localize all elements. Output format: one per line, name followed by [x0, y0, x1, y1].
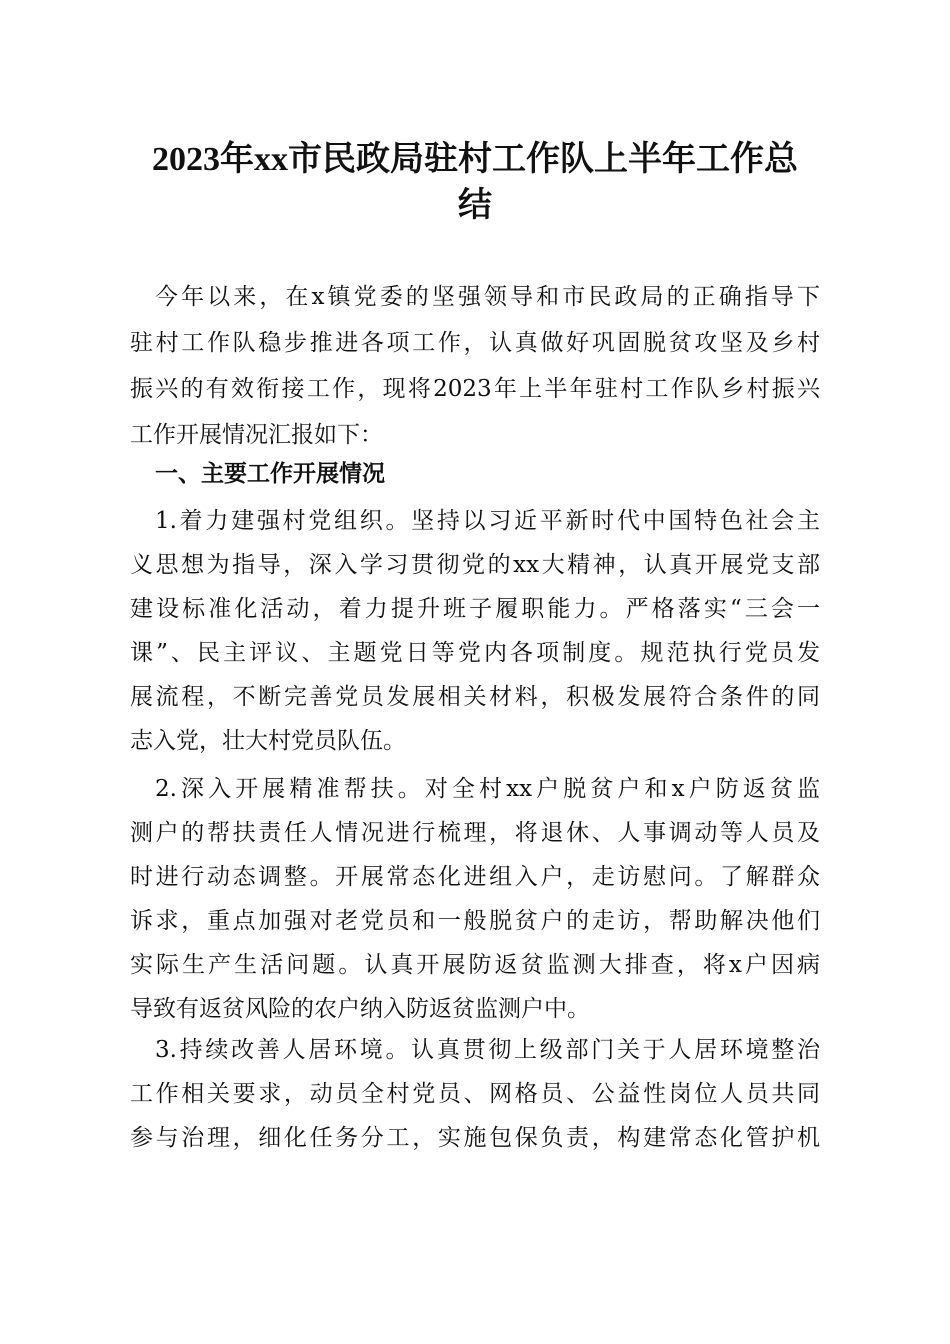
text-line: 今年以来，在x镇党委的坚强领导和市民政局的正确指导下 — [155, 284, 820, 310]
title-line: 2023年xx市民政局驻村工作队上半年工作总 — [152, 141, 798, 178]
text-line: 驻村工作队稳步推进各项工作，认真做好巩固脱贫攻坚及乡村 — [130, 330, 820, 356]
text-line: 工作开展情况汇报如下： — [130, 422, 383, 448]
text-line: 导致有返贫风险的农户纳入防返贫监测户中。 — [130, 996, 590, 1022]
text-line: 展流程，不断完善党员发展相关材料，积极发展符合条件的同 — [130, 684, 820, 710]
text-line: 1.着力建强村党组织。坚持以习近平新时代中国特色社会主 — [155, 508, 820, 534]
text-line: 振兴的有效衔接工作，现将2023年上半年驻村工作队乡村振兴 — [130, 376, 820, 402]
text-line: 时进行动态调整。开展常态化进组入户，走访慰问。了解群众 — [130, 864, 820, 890]
text-line: 诉求，重点加强对老党员和一般脱贫户的走访，帮助解决他们 — [130, 908, 820, 934]
text-line: 3.持续改善人居环境。认真贯彻上级部门关于人居环境整治 — [155, 1037, 820, 1063]
text-line: 义思想为指导，深入学习贯彻党的xx大精神，认真开展党支部 — [130, 552, 820, 578]
text-line: 工作相关要求，动员全村党员、网格员、公益性岗位人员共同 — [130, 1081, 820, 1107]
text-line: 测户的帮扶责任人情况进行梳理，将退休、人事调动等人员及 — [130, 820, 820, 846]
text-line: 课”、民主评议、主题党日等党内各项制度。规范执行党员发 — [130, 640, 820, 666]
title-line: 结 — [458, 187, 492, 224]
text-line: 实际生产生活问题。认真开展防返贫监测大排查，将x户因病 — [130, 952, 820, 978]
text-line: 志入党，壮大村党员队伍。 — [130, 728, 406, 754]
text-line: 2.深入开展精准帮扶。对全村xx户脱贫户和x户防返贫监 — [155, 776, 820, 802]
section-heading: 一、主要工作开展情况 — [155, 461, 385, 487]
text-line: 参与治理，细化任务分工，实施包保负责，构建常态化管护机 — [130, 1125, 820, 1151]
text-line: 建设标准化活动，着力提升班子履职能力。严格落实“三会一 — [130, 596, 820, 622]
